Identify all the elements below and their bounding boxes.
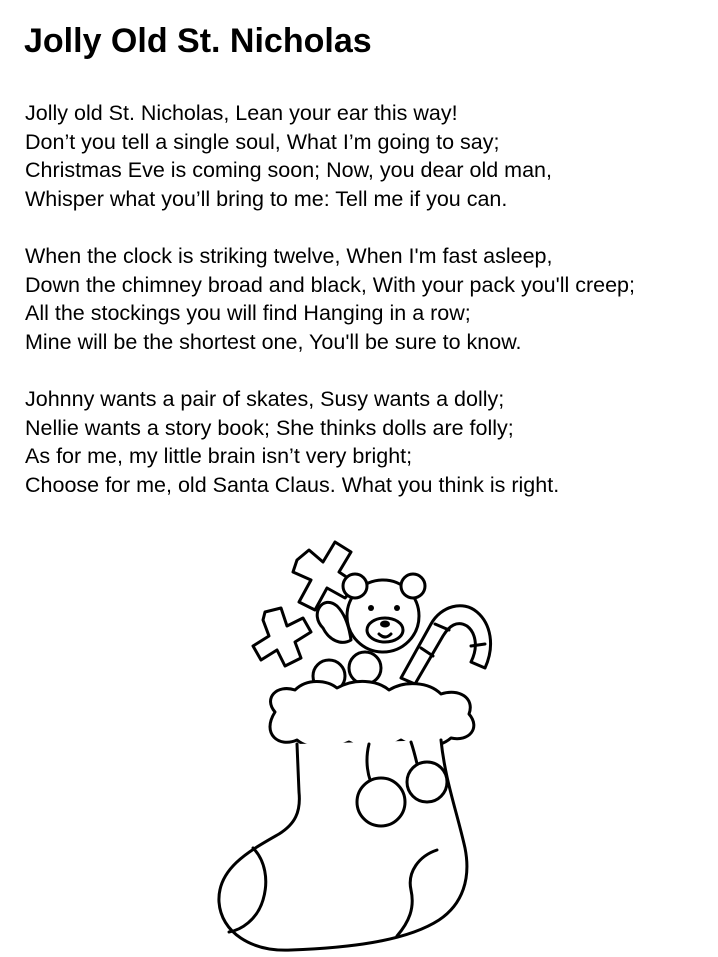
stanza-1: [25, 99, 715, 213]
toy-block-icon: [253, 608, 311, 666]
poem-line: All the stockings you will find Hanging in a row;: [25, 301, 471, 325]
christmas-stocking-icon: [205, 528, 505, 954]
poem-line: Nellie wants a story book; She thinks dolls are folly;: [25, 415, 514, 440]
poem-line: Whisper what you’ll bring to me: Tell me if you can.: [25, 186, 508, 211]
stanza-3: [25, 385, 715, 499]
stocking-cuff: [270, 681, 474, 747]
poem-line: Choose for me, old Santa Claus. What you think is right.: [25, 472, 560, 497]
page-title: Jolly Old St. Nicholas: [24, 22, 372, 60]
poem-line: Christmas Eve is coming soon; Now, you dear old man,: [25, 158, 552, 182]
poem-line: Mine will be the shortest one, You'll be sure to know.: [25, 329, 522, 354]
poem-line: Down the chimney broad and black, With your pack you'll creep;: [25, 272, 635, 297]
poem-line: As for me, my little brain isn’t very bright;: [25, 444, 413, 468]
poem-line: When the clock is striking twelve, When I'm fast asleep,: [25, 244, 553, 268]
poem-line: Jolly old St. Nicholas, Lean your ear this way!: [25, 101, 458, 125]
poem-line: Don’t you tell a single soul, What I’m going to say;: [25, 129, 500, 154]
stanza-2: [25, 242, 715, 356]
toy-ball-icon: [349, 652, 381, 684]
poem-line: Johnny wants a pair of skates, Susy wants a dolly;: [25, 387, 505, 411]
poem: [25, 99, 715, 528]
